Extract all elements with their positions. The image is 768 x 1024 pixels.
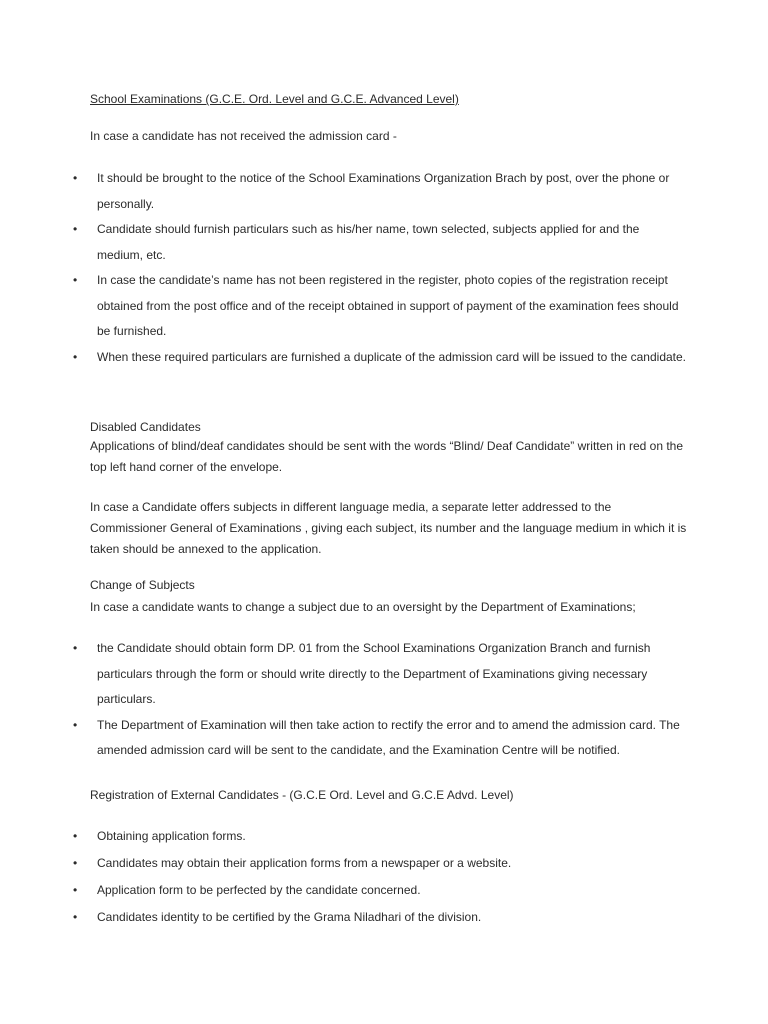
list-item (0, 166, 687, 217)
list-item (0, 217, 687, 268)
bullet-icon: • (73, 883, 78, 897)
bullet-icon: • (73, 829, 78, 843)
section-heading-change-of-subjects: Change of Subjects (90, 578, 195, 592)
bullet-icon: • (73, 349, 78, 364)
bullet-icon: • (73, 273, 78, 287)
list-item (0, 904, 687, 930)
list-item-text: Candidates identity to be certified by the Grama Niladhari of the division. (97, 910, 482, 924)
paragraph-language-media: In case a Candidate offers subjects in different language media, a separate letter addressed to the Commissioner General of Examinations , giving each subject, its number and the language medium in which it is taken should be annexed to the application. (90, 500, 687, 556)
intro-change-of-subjects: In case a candidate wants to change a subject due to an oversight by the Department of Examinations; (90, 600, 636, 614)
list-item-text: Candidate should furnish particulars such as his/her name, town selected, subjects applied for and the medium, etc. (97, 222, 640, 262)
list-item (0, 850, 687, 876)
list-item (0, 636, 687, 713)
list-item-text: In case the candidate’s name has not been registered in the register, photo copies of the registration receipt obtained from the post office and of the receipt obtained in support of payment of the examination fees should be furnished. (97, 273, 679, 338)
list-item (0, 268, 687, 345)
bullet-icon: • (73, 171, 78, 185)
list-item-text: Candidates may obtain their application forms from a newspaper or a website. (97, 856, 512, 870)
list-item-text: The Department of Examination will then take action to rectify the error and to amend the admission card. The amended admission card will be sent to the candidate, and the Examination Centre will be notified. (97, 717, 680, 757)
bullet-icon: • (73, 910, 78, 924)
section-heading-external-candidates: Registration of External Candidates - (G.C.E Ord. Level and G.C.E Advd. Level) (90, 788, 514, 802)
list-item-text: the Candidate should obtain form DP. 01 from the School Examinations Organization Branch and furnish particulars through the form or should write directly to the Department of Examinations giving necessary particulars. (97, 641, 651, 706)
list-item-text: Application form to be perfected by the candidate concerned. (97, 883, 421, 897)
intro-admission-card: In case a candidate has not received the admission card - (90, 129, 397, 143)
list-item (0, 877, 687, 903)
change-of-subjects-bullet-list (0, 636, 768, 764)
list-item-text: It should be brought to the notice of the School Examinations Organization Brach by post, over the phone or personally. (97, 171, 670, 211)
list-item (0, 345, 687, 371)
admission-card-bullet-list (0, 166, 768, 370)
bullet-icon: • (73, 856, 78, 870)
section-heading-disabled-candidates: Disabled Candidates (90, 420, 201, 434)
paragraph-blind-deaf: Applications of blind/deaf candidates should be sent with the words “Blind/ Deaf Candidate” written in red on the top left hand corner of the envelope. (90, 439, 684, 474)
list-item-text: Obtaining application forms. (97, 829, 246, 843)
list-item (0, 823, 687, 849)
list-item-text: When these required particulars are furnished a duplicate of the admission card will be issued to the candidate. (97, 349, 687, 364)
bullet-icon: • (73, 717, 78, 732)
bullet-icon: • (73, 222, 78, 236)
external-candidates-bullet-list (0, 823, 768, 931)
bullet-icon: • (73, 641, 78, 655)
list-item (0, 713, 687, 764)
section-heading-school-examinations: School Examinations (G.C.E. Ord. Level and G.C.E. Advanced Level) (90, 92, 459, 106)
